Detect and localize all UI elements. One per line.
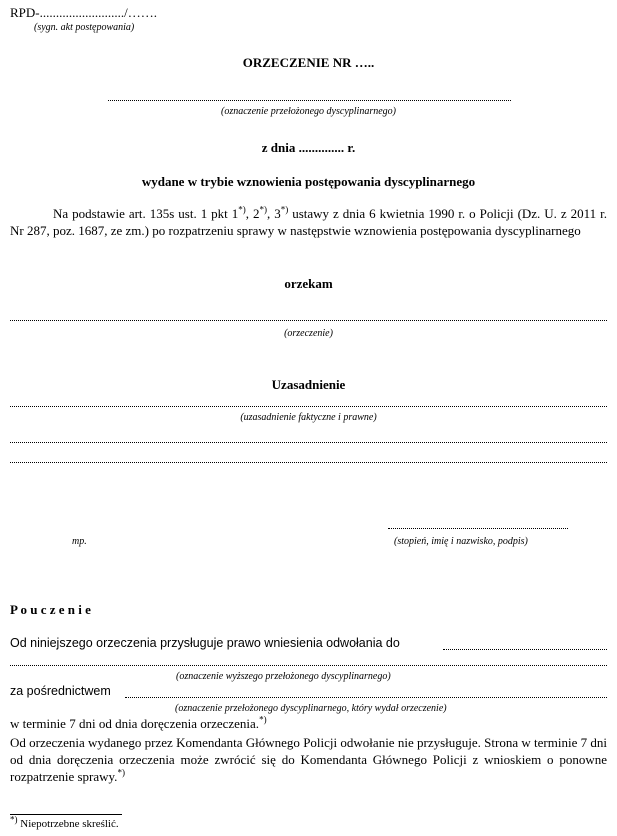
footnote-text: Niepotrzebne skreślić.	[17, 818, 119, 830]
issuer-caption-2: (oznaczenie przełożonego dyscyplinarnego, który wydał orzeczenie)	[175, 703, 447, 714]
footnote-ref: *)	[238, 204, 246, 215]
basis-text-1: Na podstawie art. 135s ust. 1 pkt 1	[53, 206, 239, 221]
via-label: za pośrednictwem	[10, 684, 111, 698]
deadline-text	[10, 716, 267, 732]
appeal-body-fill-line[interactable]	[443, 649, 607, 650]
footnote-separator	[10, 814, 122, 815]
ruling-fill-line[interactable]	[10, 320, 607, 321]
signature-fill-line[interactable]	[388, 528, 568, 529]
no-appeal-paragraph	[10, 734, 607, 785]
legal-basis-paragraph	[10, 205, 607, 239]
footnote-marker: *)	[10, 814, 18, 825]
appeal-body-fill-line[interactable]	[10, 665, 607, 666]
footnote-ref: *)	[117, 767, 125, 778]
issuer-fill-line[interactable]	[108, 100, 511, 101]
footnote-ref: *)	[259, 714, 267, 725]
justification-fill-line[interactable]	[10, 406, 607, 407]
stamp-label: mp.	[72, 536, 87, 547]
justification-fill-line[interactable]	[10, 462, 607, 463]
ruling-caption: (orzeczenie)	[284, 328, 333, 339]
case-reference-caption: (sygn. akt postępowania)	[34, 22, 135, 33]
appeal-line: Od niniejszego orzeczenia przysługuje prawo wniesienia odwołania do	[10, 636, 400, 650]
document-subtitle: wydane w trybie wznowienia postępowania dyscyplinarnego	[141, 174, 476, 189]
instruction-heading: P o u c z e n i e	[10, 602, 91, 617]
deadline-text-main: w terminie 7 dni od dnia doręczenia orzeczenia.	[10, 716, 260, 731]
justification-fill-line[interactable]	[10, 442, 607, 443]
issuer-caption: (oznaczenie przełożonego dyscyplinarnego)	[221, 106, 396, 117]
justification-caption: (uzasadnienie faktyczne i prawne)	[240, 412, 377, 423]
date-line: z dnia .............. r.	[261, 140, 356, 155]
no-appeal-text: Od orzeczenia wydanego przez Komendanta Głównego Policji odwołanie nie przysługuje. Strona w terminie 7 dni od dnia doręczenia orzeczenia może zwrócić się do Komendanta Głównego Policji z wnioskiem o ponowne rozpatrzenie sprawy.	[10, 735, 607, 784]
basis-text-2: , 2	[245, 206, 260, 221]
footnote-ref: *)	[259, 204, 267, 215]
justification-heading: Uzasadnienie	[271, 377, 346, 392]
case-reference: RPD-........................../…….	[10, 5, 157, 20]
signatory-caption: (stopień, imię i nazwisko, podpis)	[394, 536, 528, 547]
footnote	[10, 814, 119, 830]
ruling-heading: orzekam	[284, 276, 333, 291]
basis-text-3: , 3	[267, 206, 281, 221]
footnote-ref: *)	[280, 204, 289, 215]
document-title: ORZECZENIE NR …..	[242, 55, 375, 70]
basis-text-4: ustawy z dnia 6 kwietnia 1990 r. o Policji (Dz. U. z 2011 r. Nr 287, poz. 1687, ze zm.) po rozpatrzeniu sprawy w następstwie wznowienia postępowania dyscyplinarnego	[10, 206, 607, 238]
superior-caption: (oznaczenie wyższego przełożonego dyscyplinarnego)	[176, 671, 391, 682]
via-fill-line[interactable]	[125, 697, 607, 698]
